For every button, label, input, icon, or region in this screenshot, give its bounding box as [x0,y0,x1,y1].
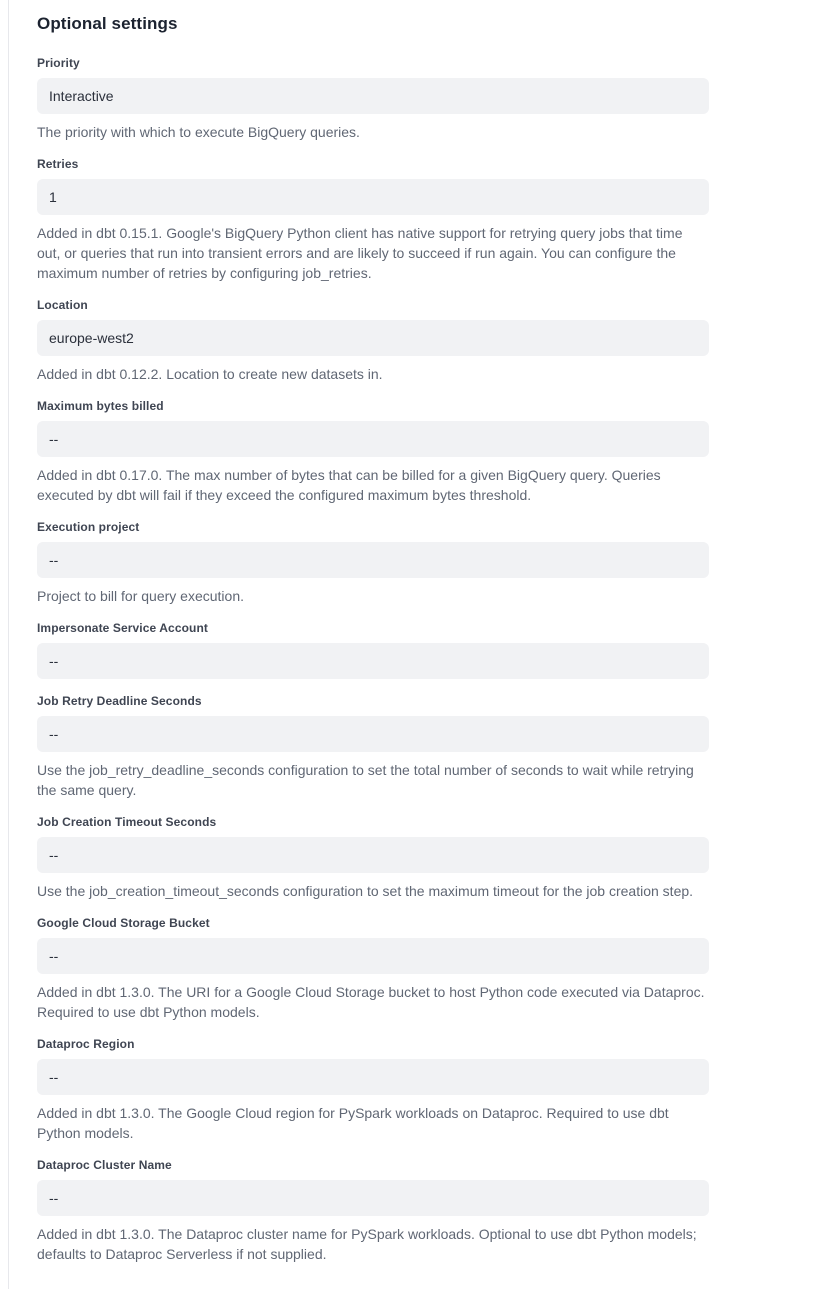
field-label: Job Creation Timeout Seconds [37,815,217,829]
field-description: Use the job_creation_timeout_seconds configuration to set the maximum timeout for the job creation step. [37,883,694,899]
dataproc-cluster-name-input[interactable]: -- [37,1180,709,1216]
section-title: Optional settings [37,14,178,33]
field-label: Priority [37,56,80,70]
field-description: Added in dbt 0.17.0. The max number of bytes that can be billed for a given BigQuery query. Queries executed by dbt will fail if they exceed the configured maximum bytes threshold. [37,467,661,503]
field-description: Project to bill for query execution. [37,588,244,604]
field-dataproc-region [37,1037,709,1143]
field-description: Added in dbt 1.3.0. The Google Cloud region for PySpark workloads on Dataproc. Required to use dbt Python models. [37,1105,669,1141]
job-retry-deadline-seconds-input[interactable]: -- [37,716,709,752]
field-description: The priority with which to execute BigQuery queries. [37,124,360,140]
field-label: Job Retry Deadline Seconds [37,694,202,708]
field-label: Execution project [37,520,140,534]
left-divider [8,0,9,1289]
field-label: Impersonate Service Account [37,621,208,635]
field-description: Use the job_retry_deadline_seconds configuration to set the total number of seconds to wait while retrying the same query. [37,762,694,798]
field-google-cloud-storage-bucket [37,916,709,1022]
field-job-creation-timeout-seconds [37,815,709,901]
optional-settings-section [37,12,709,1279]
google-cloud-storage-bucket-input[interactable]: -- [37,938,709,974]
field-retries [37,157,709,283]
field-label: Dataproc Cluster Name [37,1158,172,1172]
impersonate-service-account-input[interactable]: -- [37,643,709,679]
field-job-retry-deadline-seconds [37,694,709,800]
maximum-bytes-billed-input[interactable]: -- [37,421,709,457]
retries-input[interactable]: 1 [37,179,709,215]
location-input[interactable]: europe-west2 [37,320,709,356]
field-label: Google Cloud Storage Bucket [37,916,210,930]
field-label: Location [37,298,88,312]
field-location [37,298,709,384]
field-description: Added in dbt 0.15.1. Google's BigQuery Python client has native support for retrying query jobs that time out, or queries that run into transient errors and are likely to succeed if run again. You can configure the maximum number of retries by configuring job_retries. [37,225,683,281]
dataproc-region-input[interactable]: -- [37,1059,709,1095]
field-label: Dataproc Region [37,1037,135,1051]
field-description: Added in dbt 1.3.0. The URI for a Google Cloud Storage bucket to host Python code executed via Dataproc. Required to use dbt Python models. [37,984,705,1020]
field-dataproc-cluster-name [37,1158,709,1264]
field-impersonate-service-account [37,621,709,679]
field-label: Maximum bytes billed [37,399,164,413]
field-maximum-bytes-billed [37,399,709,505]
field-description: Added in dbt 1.3.0. The Dataproc cluster name for PySpark workloads. Optional to use dbt Python models; defaults to Dataproc Serverless if not supplied. [37,1226,697,1262]
field-priority [37,56,709,142]
execution-project-input[interactable]: -- [37,542,709,578]
priority-input[interactable]: Interactive [37,78,709,114]
field-label: Retries [37,157,79,171]
job-creation-timeout-seconds-input[interactable]: -- [37,837,709,873]
settings-form [37,56,709,1264]
field-description: Added in dbt 0.12.2. Location to create new datasets in. [37,366,383,382]
field-execution-project [37,520,709,606]
